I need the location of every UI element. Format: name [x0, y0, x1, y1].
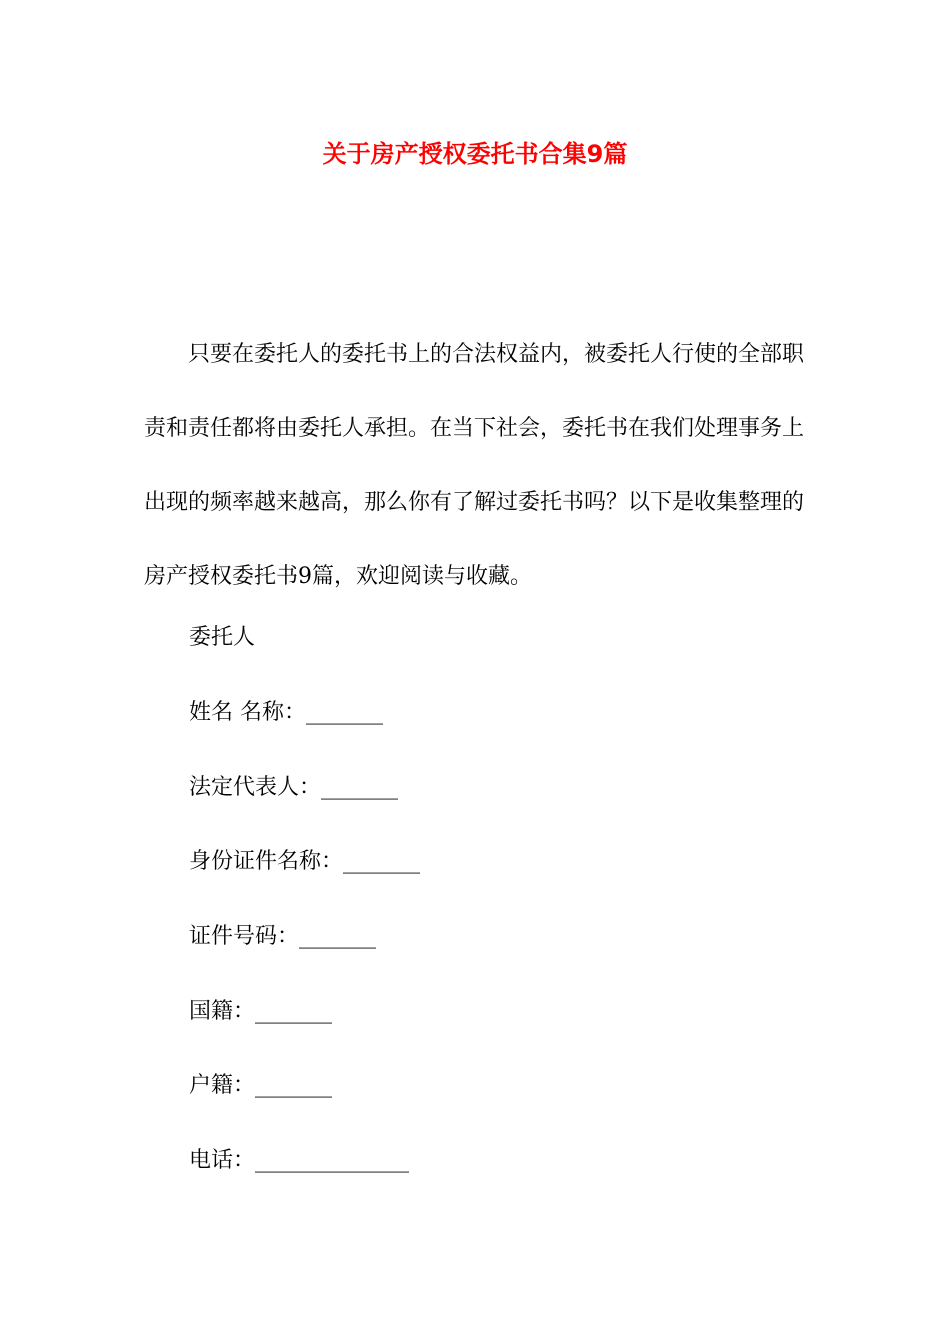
field-phone: 电话：______________: [189, 1148, 410, 1173]
field-name: 姓名 名称：_______: [189, 700, 383, 725]
field-legal-representative: 法定代表人：_______: [189, 775, 399, 800]
section-heading-client: 委托人: [189, 625, 256, 650]
document-title: 关于房产授权委托书合集9篇: [322, 140, 628, 168]
field-id-document-type: 身份证件名称：_______: [189, 849, 421, 874]
field-id-number: 证件号码：_______: [189, 924, 377, 949]
field-nationality: 国籍：_______: [189, 999, 333, 1024]
field-household-registration: 户籍：_______: [189, 1073, 333, 1098]
intro-paragraph: 只要在委托人的委托书上的合法权益内，被委托人行使的全部职责和责任都将由委托人承担。在当下社会，委托书在我们处理事务上出现的频率越来越高，那么你有了解过委托书吗？以下是收集整理的房产授权委托书9篇，欢迎阅读与收藏。: [144, 342, 805, 589]
